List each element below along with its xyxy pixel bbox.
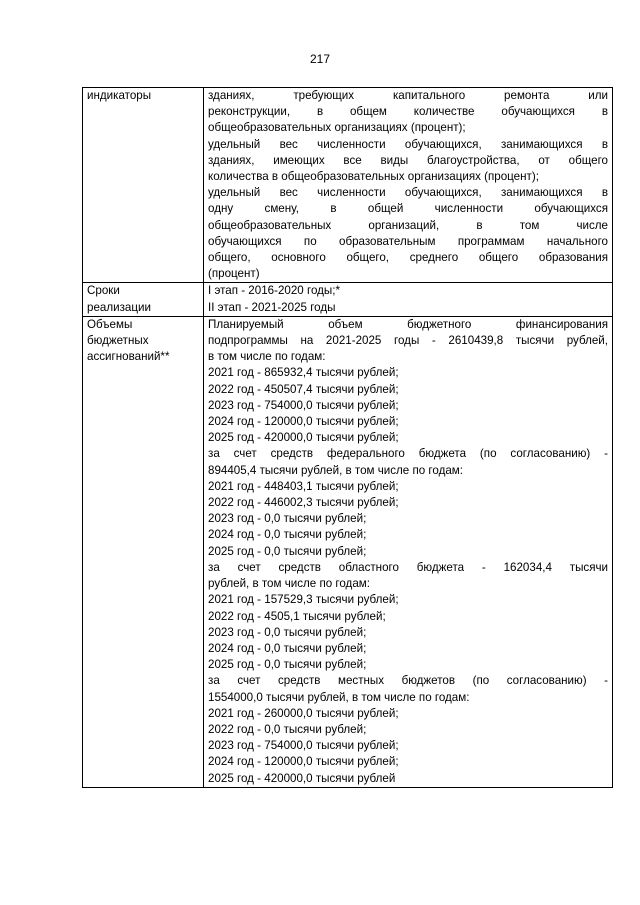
text-line: за счет средств федерального бюджета (по согласованию) - bbox=[208, 447, 608, 461]
row-label-cell bbox=[83, 88, 204, 283]
text-line: 1554000,0 тысячи рублей, в том числе по годам: bbox=[208, 690, 470, 704]
text-line: удельный вес численности обучающихся, занимающихся в bbox=[208, 186, 608, 200]
text-line: общеобразовательных организаций, в том числе bbox=[208, 218, 608, 232]
row-label-cell bbox=[83, 283, 204, 316]
page-number: 217 bbox=[309, 52, 331, 66]
row-label: Сроки реализации bbox=[87, 284, 151, 314]
text-line: 2021 год - 260000,0 тысячи рублей; bbox=[208, 706, 399, 720]
text-line: 2021 год - 448403,1 тысячи рублей; bbox=[208, 479, 399, 493]
table-row bbox=[83, 283, 613, 316]
text-line: 2022 год - 450507,4 тысячи рублей; bbox=[208, 382, 399, 396]
text-line: 2025 год - 420000,0 тысячи рублей bbox=[208, 771, 396, 785]
text-line: за счет средств местных бюджетов (по согласованию) - bbox=[208, 674, 608, 688]
row-label: Объемы бюджетных ассигнований** bbox=[87, 317, 170, 364]
row-label: индикаторы bbox=[87, 89, 152, 102]
text-line: зданиях, имеющих все виды благоустройства, от общего bbox=[208, 153, 608, 167]
text-line: количества в общеобразовательных организациях (процент); bbox=[208, 170, 539, 184]
text-line: 2024 год - 0,0 тысячи рублей; bbox=[208, 641, 367, 655]
text-line: 2023 год - 0,0 тысячи рублей; bbox=[208, 625, 367, 639]
text-line: 2021 год - 157529,3 тысячи рублей; bbox=[208, 593, 399, 607]
text-line: 2025 год - 0,0 тысячи рублей; bbox=[208, 544, 367, 558]
text-line: обучающихся по образовательным программам начального bbox=[208, 234, 608, 248]
text-line: подпрограммы на 2021-2025 годы - 2610439,8 тысячи рублей, bbox=[208, 334, 608, 348]
text-line: 2023 год - 754000,0 тысячи рублей; bbox=[208, 398, 399, 412]
text-line: 894405,4 тысячи рублей, в том числе по годам: bbox=[208, 463, 463, 477]
text-line: одну смену, в общей численности обучающихся bbox=[208, 202, 608, 216]
text-line: удельный вес численности обучающихся, занимающихся в bbox=[208, 137, 608, 151]
text-line: 2023 год - 0,0 тысячи рублей; bbox=[208, 512, 367, 526]
text-line: в том числе по годам: bbox=[208, 350, 326, 364]
text-line: общего, основного общего, среднего общего образования bbox=[208, 251, 608, 265]
text-line: 2022 год - 0,0 тысячи рублей; bbox=[208, 722, 367, 736]
text-line: 2025 год - 420000,0 тысячи рублей; bbox=[208, 431, 399, 445]
text-line: общеобразовательных организациях (процент); bbox=[208, 121, 466, 135]
text-line: реконструкции, в общем количестве обучающихся в bbox=[208, 105, 608, 119]
table-row bbox=[83, 316, 613, 787]
text-line: 2022 год - 446002,3 тысячи рублей; bbox=[208, 496, 399, 510]
text-line: 2024 год - 120000,0 тысячи рублей; bbox=[208, 415, 399, 429]
text-line: 2021 год - 865932,4 тысячи рублей; bbox=[208, 366, 399, 380]
row-label-cell bbox=[83, 316, 204, 787]
text-line: рублей, в том числе по годам: bbox=[208, 577, 370, 591]
passport-table bbox=[82, 87, 613, 788]
text-line: (процент) bbox=[208, 267, 260, 281]
row-content-cell bbox=[204, 88, 613, 283]
text-line: за счет средств областного бюджета - 162034,4 тысячи bbox=[208, 560, 608, 574]
row-content-cell bbox=[204, 283, 613, 316]
table-row bbox=[83, 88, 613, 283]
text-line: 2025 год - 0,0 тысячи рублей; bbox=[208, 658, 367, 672]
text-line: 2023 год - 754000,0 тысячи рублей; bbox=[208, 739, 399, 753]
text-line: 2022 год - 4505,1 тысячи рублей; bbox=[208, 609, 386, 623]
text-line: 2024 год - 120000,0 тысячи рублей; bbox=[208, 755, 399, 769]
text-line: зданиях, требующих капитального ремонта или bbox=[208, 89, 608, 102]
text-line: Планируемый объем бюджетного финансирования bbox=[208, 317, 608, 331]
row-content-cell bbox=[204, 316, 613, 787]
text-line: 2024 год - 0,0 тысячи рублей; bbox=[208, 528, 367, 542]
text-line: II этап - 2021-2025 годы bbox=[208, 300, 336, 314]
text-line: I этап - 2016-2020 годы;* bbox=[208, 284, 340, 298]
